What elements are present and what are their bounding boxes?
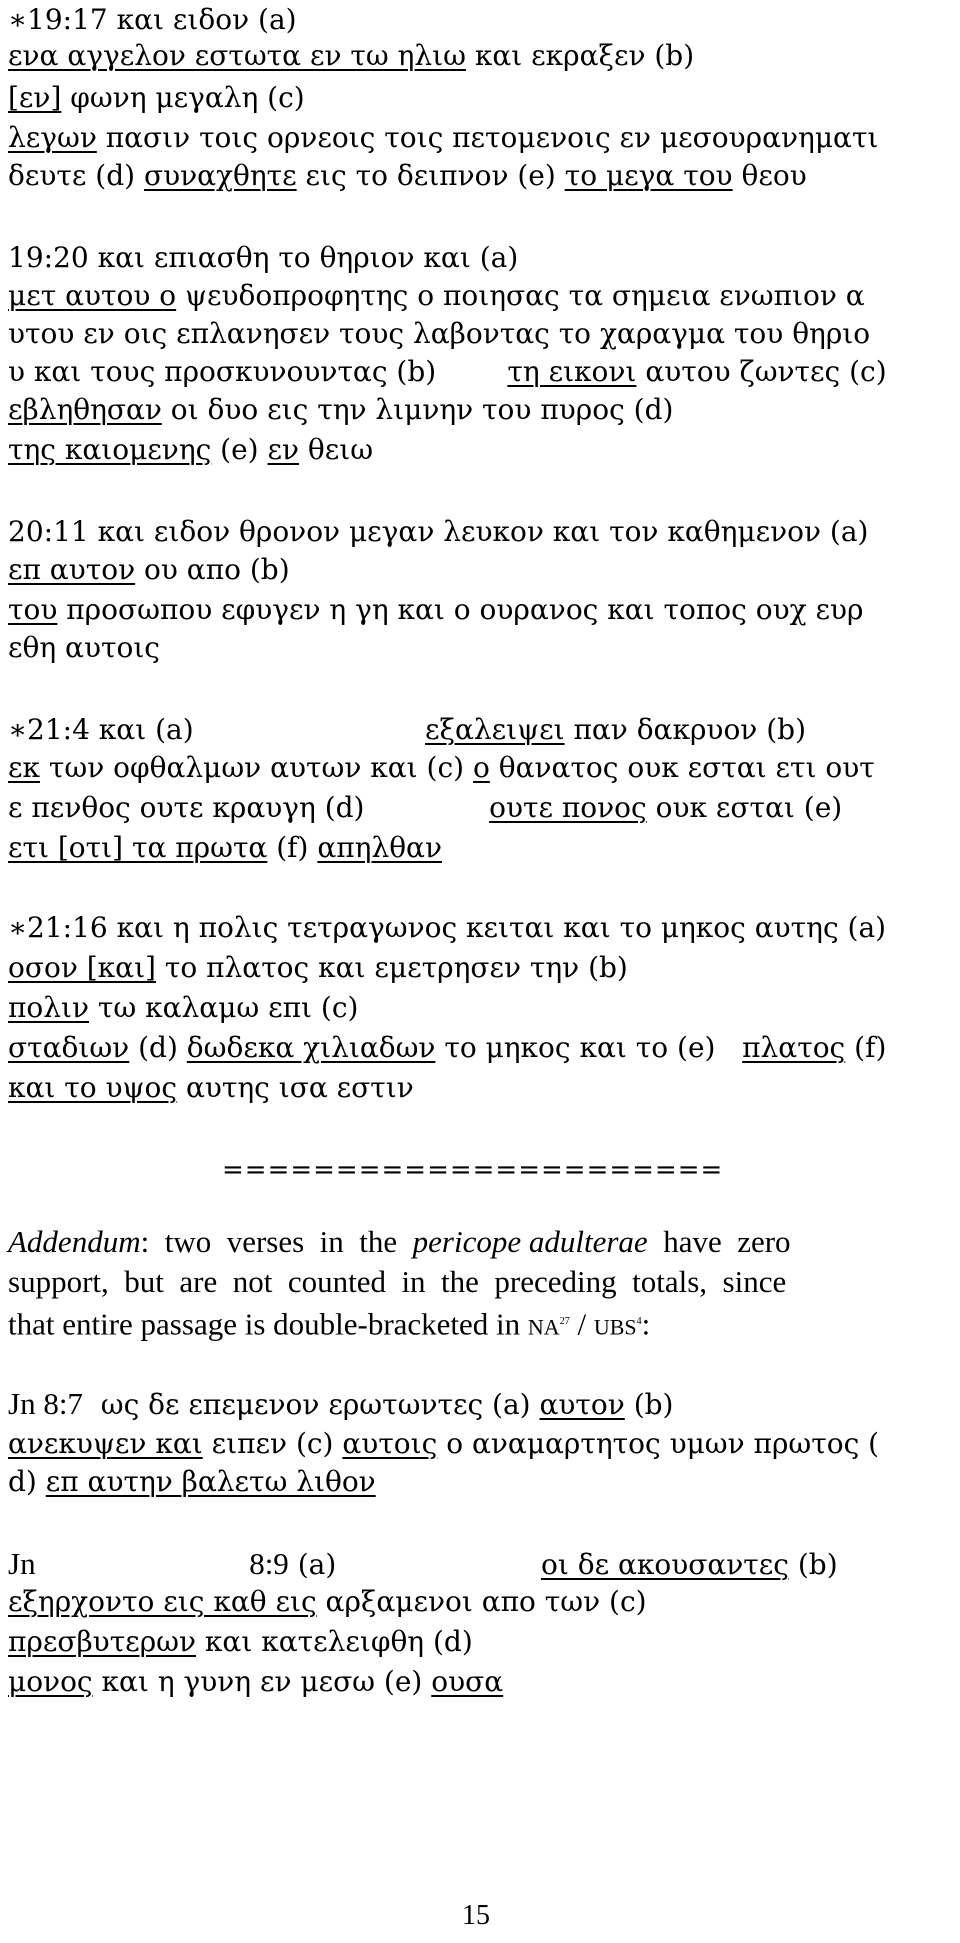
text-line (8, 278, 865, 314)
text-segment: τω καλαμω επι (c) (89, 991, 359, 1024)
underlined-variant-text: εξηρχοντο εις καθ εις (8, 1585, 317, 1618)
john-verse-line (8, 1546, 838, 1583)
underlined-variant-text: μονος (8, 1665, 93, 1698)
text-segment: support, but are not counted in the preceding totals, since (8, 1264, 787, 1299)
text-segment: 27 (559, 1316, 570, 1327)
page-number: 15 (462, 1900, 490, 1931)
text-segment: ως δε επεμενον ερωτωντες (a) (82, 1388, 540, 1421)
text-segment: αυτης ισα εστιν (177, 1071, 414, 1104)
text-line (8, 1070, 414, 1106)
text-segment: των οφθαλμων αυτων και (c) (40, 751, 473, 784)
underlined-variant-text: σταδιων (8, 1031, 130, 1064)
text-segment: δευτε (d) (8, 159, 144, 192)
text-segment: ουκ εσται (e) (646, 791, 843, 824)
underlined-variant-text: εξαλειψει (425, 713, 565, 746)
addendum-line (8, 1224, 791, 1261)
text-segment: 8:9 (249, 1546, 289, 1581)
text-segment: υ και τους προσκυνουντας (b) (8, 355, 508, 388)
text-segment: προσωπου εφυγεν η γη και ο ουρανος και τοπος ουχ ευρ (57, 593, 864, 626)
text-segment: ψευδοπροφητης ο ποιησας τα σημεια ενωπιον α (176, 279, 865, 312)
text-line (8, 354, 887, 390)
john-verse-line (8, 1664, 503, 1700)
text-segment: ∗19:17 και ειδον (a) (8, 3, 297, 36)
text-segment: εθη αυτοις (8, 631, 160, 664)
text-segment: (b) (624, 1388, 674, 1421)
text-segment: 20:11 και ειδον θρονον μεγαν λευκον και τον καθημενον (a) (8, 515, 869, 548)
text-line (8, 630, 160, 666)
underlined-variant-text: δωδεκα χιλιαδων (186, 1031, 436, 1064)
underlined-variant-text: πλατος (742, 1031, 846, 1064)
text-segment: θεου (732, 159, 807, 192)
underlined-variant-text: τη εικονι (507, 355, 637, 388)
text-segment: πασιν τοις ορνεοις τοις πετομενοις εν μεσουρανηματι (96, 121, 879, 154)
underlined-variant-text: αυτον (539, 1388, 625, 1421)
text-line (8, 240, 518, 276)
text-segment: αρξαμενοι απο των (c) (316, 1585, 647, 1618)
text-segment: το μηκος και το (e) (435, 1031, 743, 1064)
text-segment: θανατος ουκ εσται ετι ουτ (489, 751, 875, 784)
john-verse-line (8, 1386, 673, 1423)
text-line (8, 2, 297, 38)
text-segment: 19:20 και επιασθη το θηριον και (a) (8, 241, 519, 274)
text-line (8, 1030, 886, 1066)
text-segment: ο αναμαρτητος υμων πρωτος ( (437, 1427, 880, 1460)
text-segment: / (569, 1306, 594, 1342)
underlined-variant-text: μετ αυτου ο (8, 279, 177, 312)
addendum-line (8, 1264, 786, 1301)
text-line (8, 80, 305, 116)
underlined-variant-text: ουσα (431, 1665, 504, 1698)
john-verse-line (8, 1426, 879, 1462)
text-line (8, 552, 290, 588)
text-line (8, 830, 442, 866)
text-line (8, 592, 863, 628)
underlined-variant-text: συναχθητε (143, 159, 297, 192)
text-line (8, 38, 694, 74)
underlined-variant-text: οσον [και] (8, 951, 156, 984)
text-segment: (a) (288, 1548, 541, 1581)
text-segment: have zero (647, 1224, 791, 1259)
underlined-variant-text: πρεσβυτερων (8, 1625, 197, 1658)
text-segment: : (641, 1306, 651, 1342)
text-line (8, 120, 878, 156)
underlined-variant-text: επ αυτην βαλετω λιθον (45, 1465, 376, 1498)
john-verse-line (8, 1584, 647, 1620)
text-line (8, 712, 806, 748)
text-segment: (d) (129, 1031, 187, 1064)
text-segment: θειω (299, 433, 374, 466)
text-segment: φωνη μεγαλη (c) (61, 81, 305, 114)
text-segment: αυτου ζωντες (c) (636, 355, 887, 388)
underlined-variant-text: αυτοις (342, 1427, 438, 1460)
addendum-line (8, 1304, 650, 1345)
underlined-variant-text: απηλθαν (317, 831, 442, 864)
underlined-variant-text: ουτε πονος (489, 791, 647, 824)
text-segment: παν δακρυον (b) (564, 713, 806, 746)
john-verse-line (8, 1464, 376, 1500)
text-segment: Addendum (8, 1224, 141, 1259)
text-segment: (b) (788, 1548, 838, 1581)
text-segment: ου απο (b) (135, 553, 290, 586)
underlined-variant-text: εν (267, 433, 300, 466)
text-segment: (f) (845, 1031, 887, 1064)
text-segment: NA (527, 1314, 560, 1340)
text-segment: 4 (636, 1316, 642, 1327)
text-segment: υτου εν οις επλανησεν τους λαβοντας το χαραγμα του θηριο (8, 317, 871, 350)
text-line (8, 432, 373, 468)
text-segment: ∗21:16 και η πολις τετραγωνος κειται και το μηκος αυτης (a) (8, 911, 887, 944)
underlined-variant-text: ετι [οτι] τα πρωτα (8, 831, 268, 864)
text-segment: (f) (267, 831, 318, 864)
text-segment: (e) (211, 433, 268, 466)
underlined-variant-text: ανεκυψεν και (8, 1427, 203, 1460)
underlined-variant-text: της καιομενης (8, 433, 212, 466)
separator-line: ====================== (222, 1155, 724, 1185)
text-segment: : two verses in the (140, 1224, 413, 1259)
underlined-variant-text: πολιν (8, 991, 90, 1024)
text-segment: ∗21:4 και (a) (8, 713, 426, 746)
text-line (8, 316, 870, 352)
text-segment: that entire passage is double-bracketed in (8, 1306, 528, 1342)
text-segment: ειπεν (c) (202, 1427, 343, 1460)
text-line (8, 392, 673, 428)
underlined-variant-text: ενα αγγελον εστωτα εν τω ηλιω (8, 39, 466, 72)
text-segment: και η γυνη εν μεσω (e) (92, 1665, 432, 1698)
underlined-variant-text: του (8, 593, 58, 626)
underlined-variant-text: [εν] (8, 81, 62, 114)
underlined-variant-text: λεγων (8, 121, 97, 154)
text-segment: UBS (593, 1314, 637, 1340)
underlined-variant-text: και το υψος (8, 1071, 178, 1104)
text-line (8, 950, 628, 986)
underlined-variant-text: το μεγα του (564, 159, 733, 192)
text-segment: οι δυο εις την λιμνην του πυρος (d) (161, 393, 674, 426)
john-verse-line (8, 1624, 473, 1660)
text-segment: Jn (8, 1546, 36, 1581)
underlined-variant-text: εβληθησαν (8, 393, 162, 426)
text-line (8, 158, 807, 194)
underlined-variant-text: οι δε ακουσαντες (540, 1548, 789, 1581)
text-segment (36, 1548, 250, 1581)
text-segment: ε πενθος ουτε κραυγη (d) (8, 791, 490, 824)
underlined-variant-text: επ αυτον (8, 553, 136, 586)
underlined-variant-text: ο (472, 751, 490, 784)
text-segment: d) (8, 1465, 46, 1498)
text-segment: και εκραξεν (b) (465, 39, 695, 72)
text-segment: pericope adulterae (412, 1224, 648, 1259)
text-segment: Jn 8:7 (8, 1386, 83, 1421)
text-line (8, 514, 868, 550)
text-segment: εις το δειπνον (e) (296, 159, 565, 192)
text-line (8, 750, 875, 786)
underlined-variant-text: εκ (8, 751, 41, 784)
text-segment: και κατελειφθη (d) (196, 1625, 473, 1658)
text-line (8, 790, 842, 826)
text-line (8, 990, 358, 1026)
text-segment: το πλατος και εμετρησεν την (b) (155, 951, 628, 984)
text-line (8, 910, 886, 946)
